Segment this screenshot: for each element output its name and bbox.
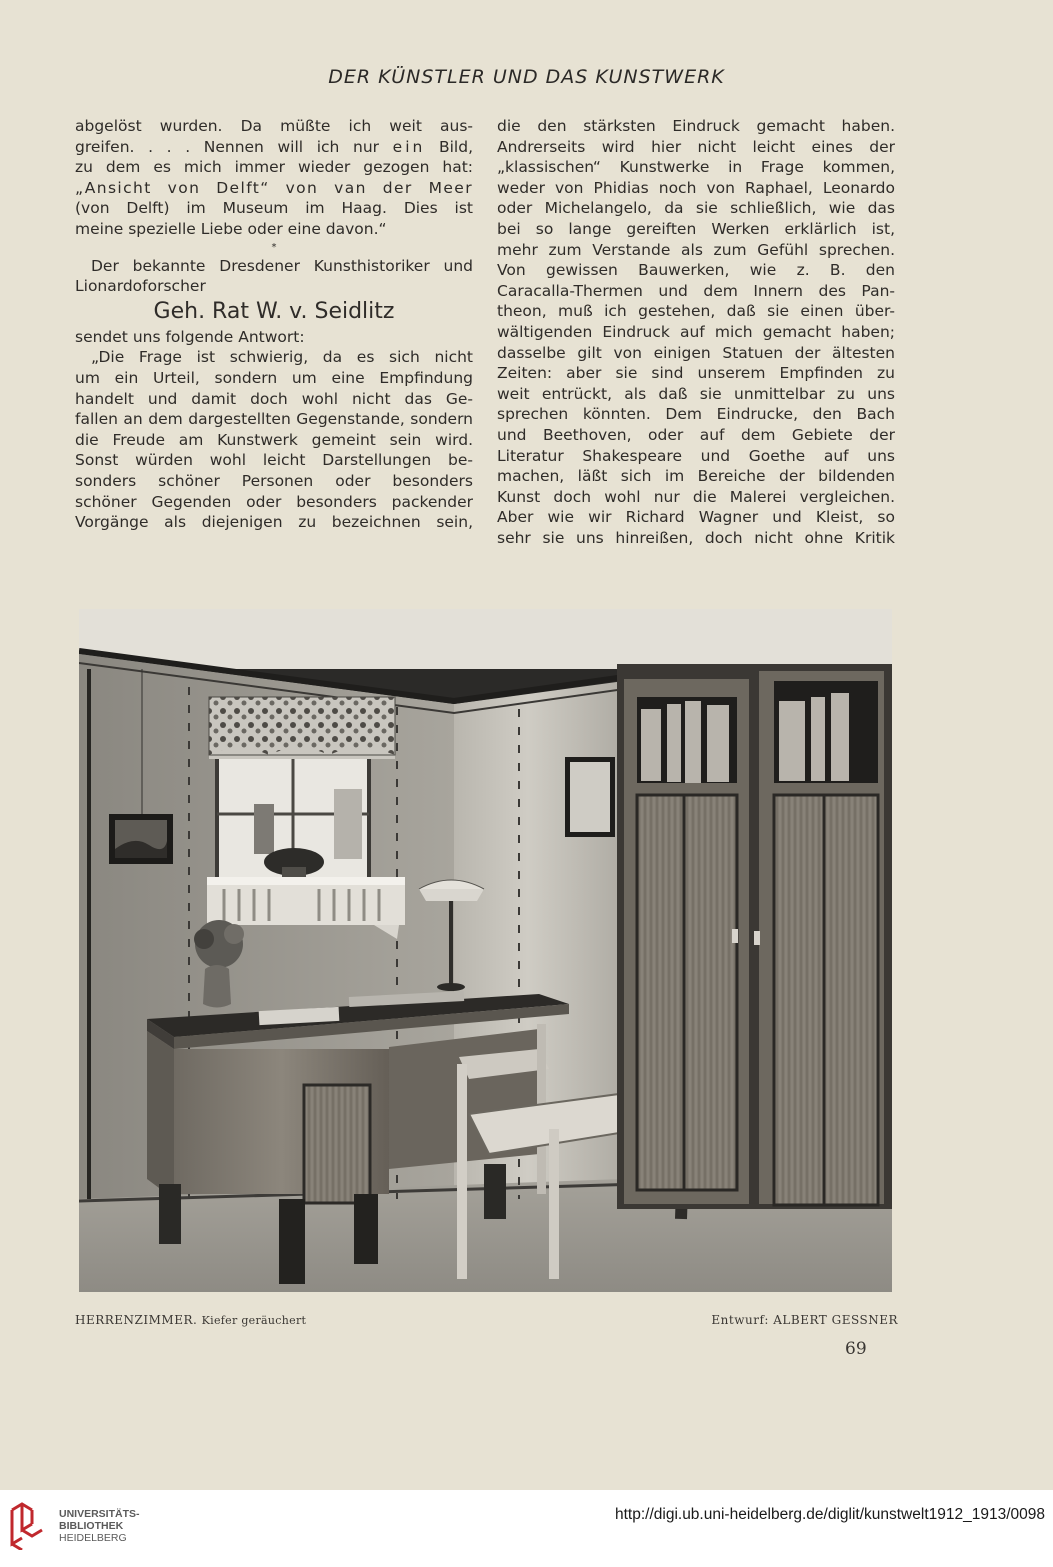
text-line: Sonst würden wohl leicht Darstellungen be- xyxy=(75,451,473,470)
figure-caption-left xyxy=(75,1313,306,1327)
permalink-url[interactable]: http://digi.ub.uni-heidelberg.de/diglit/kunstwelt1912_1913/0098 xyxy=(614,1506,1045,1523)
text-line: Vorgänge als diejenigen zu bezeichnen sein, xyxy=(75,513,473,532)
text-line: Andrerseits wird hier nicht leicht eines der xyxy=(497,137,895,156)
text-line: abgelöst wurden. Da müßte ich weit aus- xyxy=(75,117,473,135)
library-name-line: BIBLIOTHEK xyxy=(59,1520,124,1532)
library-logo-icon xyxy=(8,1500,54,1550)
text-line: „Ansicht von Delft“ von van der Meer xyxy=(75,178,473,197)
left-column xyxy=(75,116,473,533)
author-name-heading: Geh. Rat W. v. Seidlitz xyxy=(153,298,395,324)
figure-caption-designer: Entwurf: ALBERT GESSNER xyxy=(711,1313,898,1327)
page-number: 69 xyxy=(845,1339,867,1359)
caption-material: Kiefer geräuchert xyxy=(201,1314,307,1327)
text-line: „Die Frage ist schwierig, da es sich nicht xyxy=(91,348,473,367)
text-line: machen, läßt sich im Bereiche der bildenden xyxy=(497,467,895,486)
text-line: (von Delft) im Museum im Haag. Dies ist xyxy=(75,199,473,218)
text-line: weit entrückt, als daß sie unmittelbar zu uns xyxy=(497,384,895,403)
text-line: Von gewissen Bauwerken, wie z. B. den xyxy=(497,261,895,280)
text-line: schöner Gegenden oder besonders packender xyxy=(75,492,473,511)
text-line: Lionardoforscher xyxy=(75,277,206,296)
text-line: oder Michelangelo, da sie schließlich, wie das xyxy=(497,199,895,218)
text-line: Literatur Shakespeare und Goethe auf uns xyxy=(497,446,895,465)
text-line: mehr zum Verstande als zum Gefühl sprechen. xyxy=(497,240,895,259)
text-line: die den stärksten Eindruck gemacht haben. xyxy=(497,117,895,135)
library-name xyxy=(59,1508,140,1544)
text-line: theon, muß ich gestehen, daß sie einen über- xyxy=(497,302,895,321)
text-line: Der bekannte Dresdener Kunsthistoriker und xyxy=(91,256,473,275)
text-line: greifen. . . . Nennen will ich nur ein Bild, xyxy=(75,137,473,156)
text-line: bei so lange gereiften Werken erklärlich ist, xyxy=(497,219,895,238)
text-line: sprechen könnten. Dem Eindrucke, den Bach xyxy=(497,405,895,424)
text-line: dasselbe gilt von einigen Statuen der ältesten xyxy=(497,343,895,362)
right-column xyxy=(497,116,895,548)
text-line: handelt und damit doch wohl nicht das Ge- xyxy=(75,389,473,408)
text-line: fallen an dem dargestellten Gegenstande, sondern xyxy=(75,410,473,429)
library-name-line: UNIVERSITÄTS- xyxy=(59,1508,140,1520)
caption-room-title: HERRENZIMMER. xyxy=(75,1313,198,1327)
text-line: meine spezielle Liebe oder eine davon.“ xyxy=(75,219,387,238)
library-name-line: HEIDELBERG xyxy=(59,1532,127,1544)
text-line: „klassischen“ Kunstwerke in Frage kommen, xyxy=(497,158,895,177)
emphasized-word: ein xyxy=(392,137,426,156)
room-photograph xyxy=(79,609,892,1292)
text-line: Zeiten: aber sie sind unserem Empfinden zu xyxy=(497,364,895,383)
text-line: weder von Phidias noch von Raphael, Leonardo xyxy=(497,178,895,197)
library-footer xyxy=(0,1490,1053,1567)
text-line: Aber wie wir Richard Wagner und Kleist, so xyxy=(497,508,895,527)
text-line: und Beethoven, oder auf dem Gebiete der xyxy=(497,425,895,444)
text-line: die Freude am Kunstwerk gemeint sein wird. xyxy=(75,430,473,449)
text-line: zu dem es mich immer wieder gezogen hat: xyxy=(75,158,473,177)
running-header: DER KÜNSTLER UND DAS KUNSTWERK xyxy=(328,66,725,88)
text-line: wältigenden Eindruck auf mich gemacht haben; xyxy=(497,322,895,341)
text-line: sendet uns folgende Antwort: xyxy=(75,327,305,346)
section-separator: * xyxy=(271,241,277,253)
text-line: Caracalla-Thermen und dem Innern des Pan- xyxy=(497,281,895,300)
text-line: um ein Urteil, sondern um eine Empfindung xyxy=(75,368,473,387)
text-line: sehr sie uns hinreißen, doch nicht ohne Kritik xyxy=(497,528,895,547)
text-line: Kunst doch wohl nur die Malerei vergleichen. xyxy=(497,487,895,506)
text-line: sonders schöner Personen oder besonders xyxy=(75,471,473,490)
